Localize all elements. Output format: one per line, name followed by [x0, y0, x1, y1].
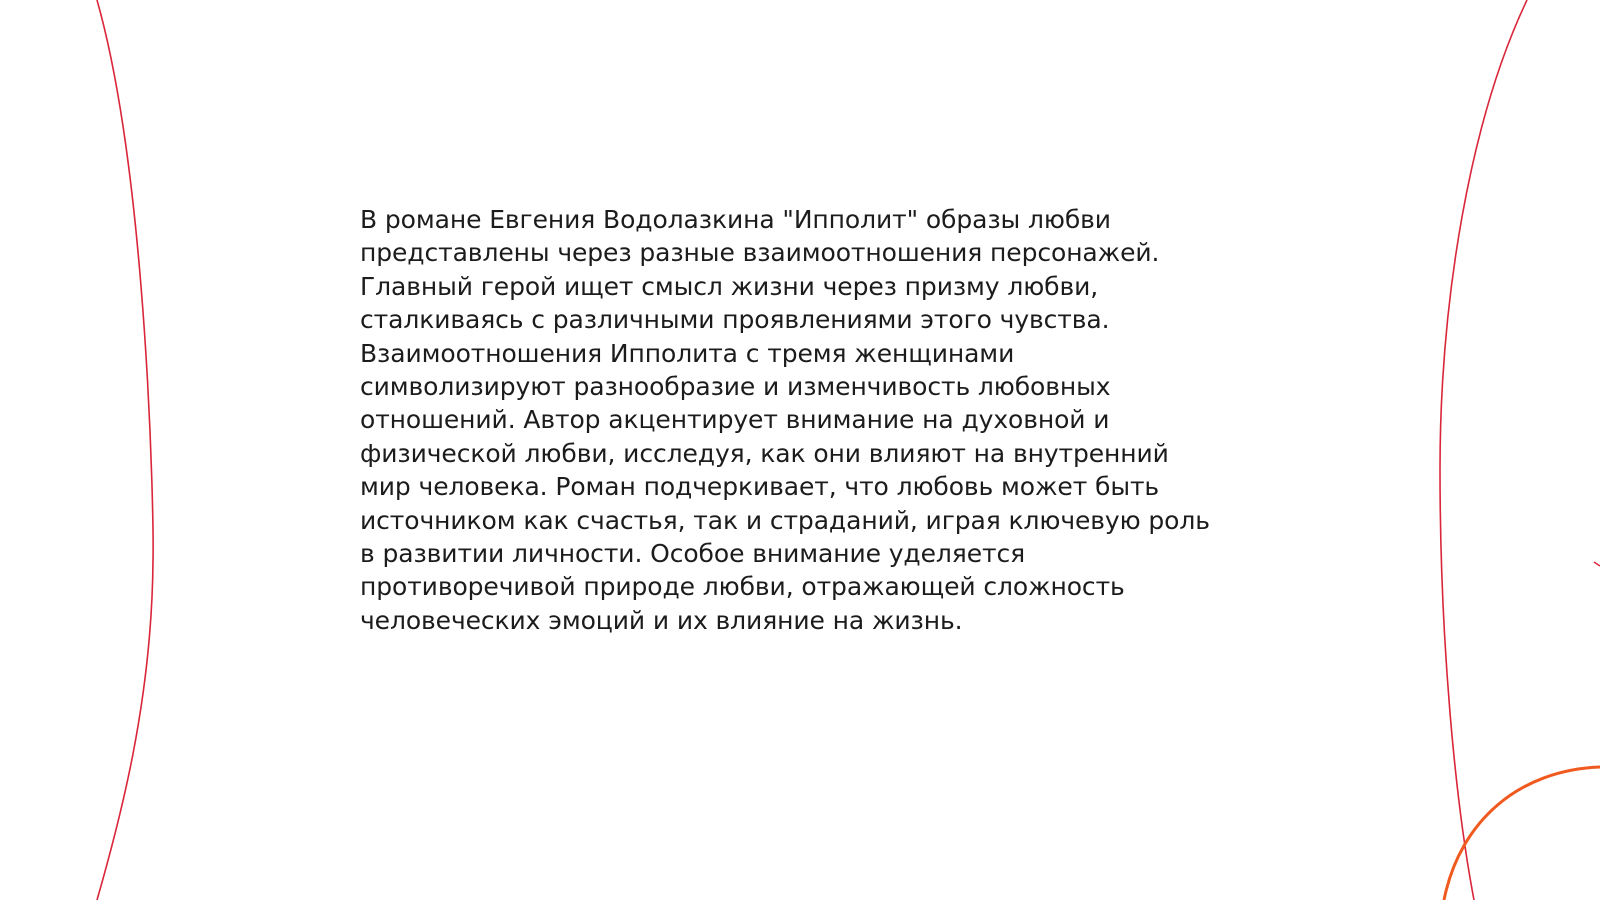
paragraph-line: источником как счастья, так и страданий, играя ключевую роль — [360, 505, 1210, 535]
paragraph-line: сталкиваясь с различными проявлениями этого чувства. — [360, 305, 1110, 335]
paragraph-line: Главный герой ищет смысл жизни через призму любви, — [360, 271, 1099, 301]
paragraph-line: представлены через разные взаимоотношения персонажей. — [360, 238, 1160, 268]
paragraph-line: противоречивой природе любви, отражающей сложность — [360, 572, 1125, 602]
right-edge-mark — [1594, 562, 1600, 566]
left-curve-line — [97, 0, 153, 900]
paragraph-line: человеческих эмоций и их влияние на жизнь. — [360, 605, 963, 635]
paragraph-line: В романе Евгения Водолазкина "Ипполит" образы любви — [360, 205, 1111, 234]
paragraph-line: отношений. Автор акцентирует внимание на духовной и — [360, 405, 1110, 435]
main-paragraph — [360, 203, 1260, 637]
paragraph-line: Взаимоотношения Ипполита с тремя женщинами — [360, 338, 1015, 368]
paragraph-line: мир человека. Роман подчеркивает, что любовь может быть — [360, 472, 1160, 502]
paragraph-line: физической любви, исследуя, как они влияют на внутренний — [360, 438, 1169, 468]
orange-accent-arc — [1444, 767, 1600, 900]
paragraph-line: в развитии личности. Особое внимание уделяется — [360, 539, 1026, 569]
right-curve-line — [1440, 0, 1527, 900]
paragraph-line: символизируют разнообразие и изменчивость любовных — [360, 372, 1111, 402]
